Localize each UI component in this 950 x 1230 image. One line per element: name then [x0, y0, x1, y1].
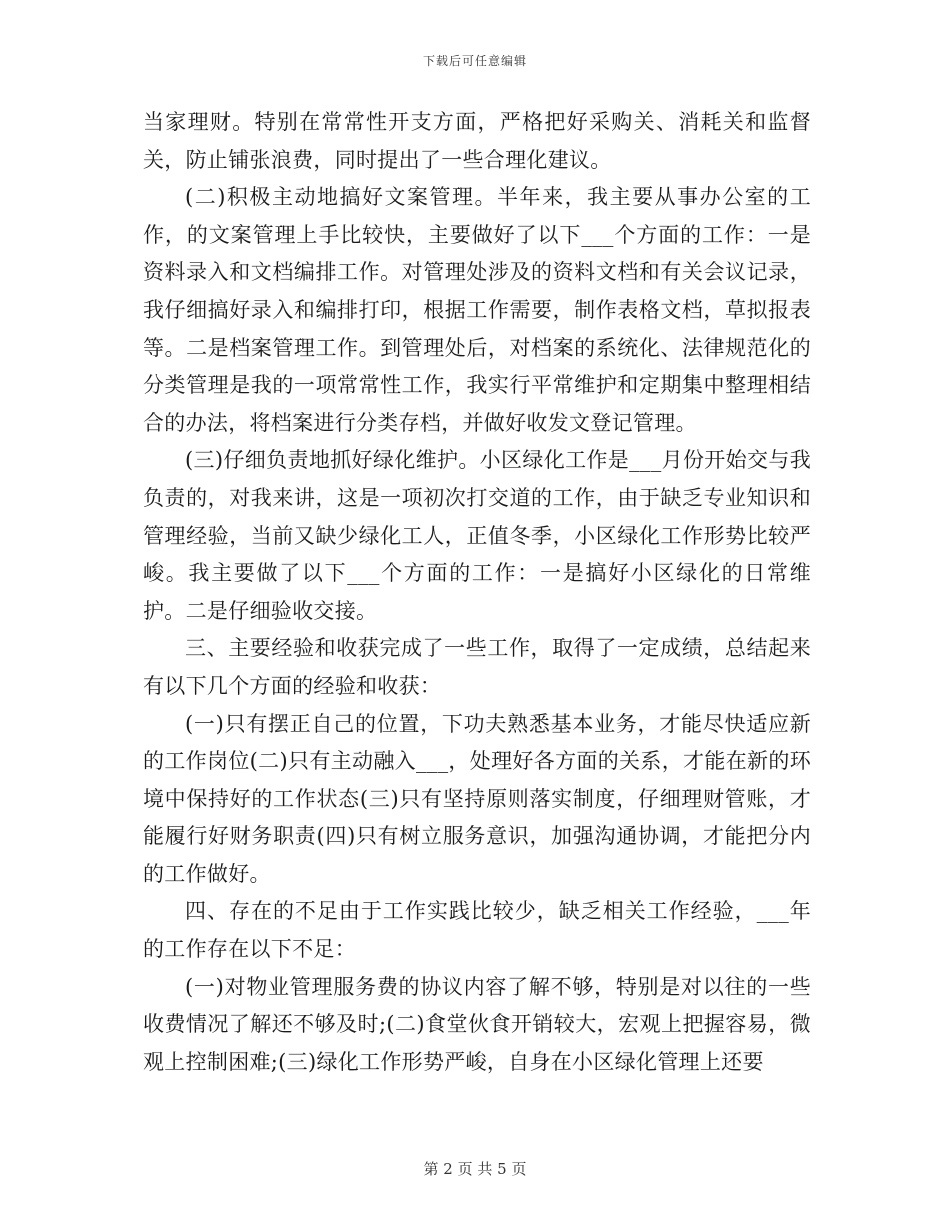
document-body: [143, 104, 811, 1081]
paragraph-4: 三、主要经验和收获完成了一些工作，取得了一定成绩，总结起来有以下几个方面的经验和收获：: [143, 636, 811, 698]
page-footer: 第 2 页 共 5 页: [423, 1160, 527, 1178]
paragraph-7: (一)对物业管理服务费的协议内容了解不够，特别是对以往的一些收费情况了解还不够及时;(二)食堂伙食开销较大，宏观上把握容易，微观上控制困难;(三)绿化工作形势严峻，自身在小区绿化管理上还要: [143, 974, 811, 1074]
page-header: 下载后可任意编辑: [422, 54, 527, 68]
paragraph-2: (二)积极主动地搞好文案管理。半年来，我主要从事办公室的工作，的文案管理上手比较快，主要做好了以下___个方面的工作：一是资料录入和文档编排工作。对管理处涉及的资料文档和有关会议记录，我仔细搞好录入和编排打印，根据工作需要，制作表格文档，草拟报表等。二是档案管理工作。到管理处后，对档案的系统化、法律规范化的分类管理是我的一项常常性工作，我实行平常维护和定期集中整理相结合的办法，将档案进行分类存档，并做好收发文登记管理。: [143, 185, 811, 435]
paragraph-5: (一)只有摆正自己的位置，下功夫熟悉基本业务，才能尽快适应新的工作岗位(二)只有主动融入___，处理好各方面的关系，才能在新的环境中保持好的工作状态(三)只有坚持原则落实制度，仔细理财管账，才能履行好财务职责(四)只有树立服务意识，加强沟通协调，才能把分内的工作做好。: [143, 711, 811, 886]
paragraph-3: (三)仔细负责地抓好绿化维护。小区绿化工作是___月份开始交与我负责的，对我来讲，这是一项初次打交道的工作，由于缺乏专业知识和管理经验，当前又缺少绿化工人，正值冬季，小区绿化工作形势比较严峻。我主要做了以下___个方面的工作：一是搞好小区绿化的日常维护。二是仔细验收交接。: [143, 448, 811, 623]
paragraph-1: 当家理财。特别在常常性开支方面，严格把好采购关、消耗关和监督关，防止铺张浪费，同时提出了一些合理化建议。: [143, 110, 811, 172]
paragraph-6: 四、存在的不足由于工作实践比较少，缺乏相关工作经验，___年的工作存在以下不足：: [143, 899, 811, 962]
